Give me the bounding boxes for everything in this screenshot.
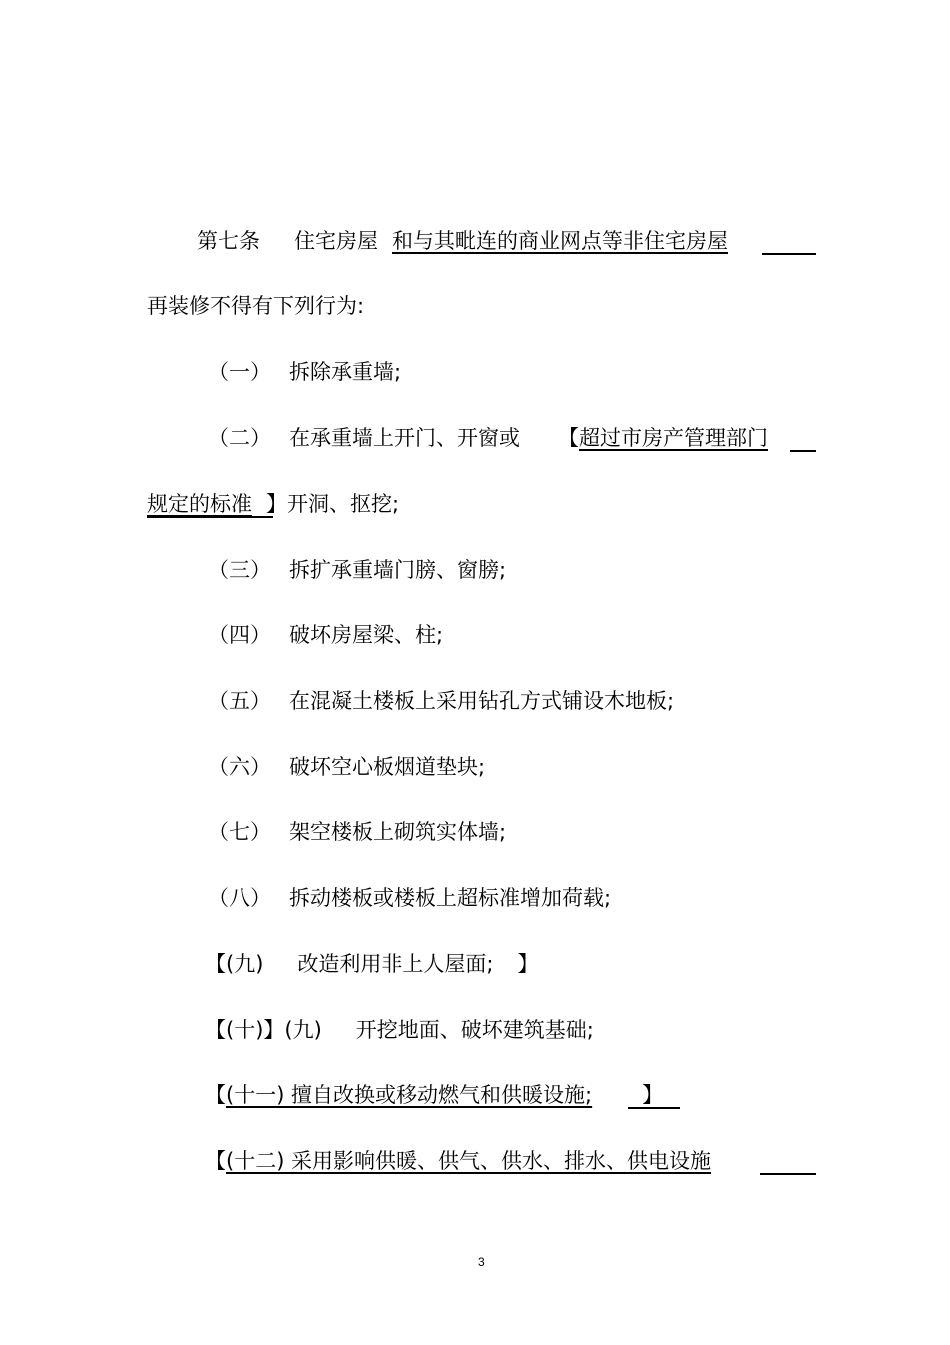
article-label: 第七条 — [197, 229, 260, 253]
item-text: 开挖地面、破坏建筑基础; — [355, 1018, 594, 1042]
list-item — [205, 1015, 594, 1045]
list-item — [208, 686, 674, 716]
item-number: （七） — [208, 820, 271, 844]
article-subject: 住宅房屋 — [294, 229, 378, 253]
underline-extension — [147, 516, 273, 518]
list-item — [205, 1146, 711, 1176]
list-item — [208, 883, 611, 913]
item-text: 破坏空心板烟道垫块; — [289, 755, 486, 779]
list-item — [208, 357, 401, 387]
bracket-close: 】 — [517, 952, 539, 976]
list-item-continuation — [147, 489, 399, 519]
item-number: （二） — [208, 426, 271, 450]
item-inserted-text: (十二) 采用影响供暖、供气、供水、排水、供电设施 — [226, 1149, 712, 1173]
bracket-open: 【 — [558, 426, 579, 450]
item-text: 拆扩承重墙门膀、窗膀; — [289, 558, 507, 582]
item-text: 在混凝土楼板上采用钻孔方式铺设木地板; — [289, 689, 675, 713]
underline-extension — [790, 450, 816, 452]
item-text: 拆动楼板或楼板上超标准增加荷载; — [289, 886, 612, 910]
item-text: 在承重墙上开门、开窗或 — [289, 426, 520, 450]
item-number: （八） — [208, 886, 271, 910]
list-item — [208, 555, 506, 585]
item-inserted-text: (十一) 擅自改换或移动燃气和供暖设施; — [226, 1083, 593, 1107]
item-text: 改造利用非上人屋面; — [297, 952, 494, 976]
item-number: （三） — [208, 558, 271, 582]
item-inserted-text: 超过市房产管理部门 — [579, 426, 768, 450]
item-number: （四） — [208, 623, 271, 647]
list-item — [208, 423, 768, 453]
item-text: 拆除承重墙; — [289, 360, 402, 384]
bracket-close: 】 — [266, 492, 287, 516]
list-item — [208, 620, 443, 650]
list-item — [208, 817, 506, 847]
article-continuation: 再装修不得有下列行为: — [147, 294, 365, 318]
underline-extension — [762, 253, 816, 255]
bracket-open: 【 — [205, 1083, 226, 1107]
item-text: 破坏房屋梁、柱; — [289, 623, 444, 647]
item-text: 架空楼板上砌筑实体墙; — [289, 820, 507, 844]
item-text: 开洞、抠挖; — [287, 492, 400, 516]
page-number: 3 — [478, 1255, 485, 1269]
underline-extension — [760, 1173, 816, 1175]
underline-extension — [628, 1107, 680, 1109]
item-number: （六） — [208, 755, 271, 779]
item-inserted-text: 规定的标准 — [147, 492, 252, 516]
item-number: （五） — [208, 689, 271, 713]
article-inserted-text: 和与其毗连的商业网点等非住宅房屋 — [392, 229, 728, 253]
item-number: （一） — [208, 360, 271, 384]
bracket-close: 】 — [642, 1083, 664, 1107]
item-old-number: 【(十)】 — [205, 1018, 285, 1042]
bracket-open: 【 — [205, 952, 226, 976]
article-heading — [197, 226, 728, 256]
bracket-open: 【 — [205, 1149, 226, 1173]
list-item — [205, 949, 538, 979]
item-number: (九) — [226, 952, 264, 976]
item-number: (九) — [284, 1018, 322, 1042]
list-item — [205, 1080, 663, 1110]
list-item — [208, 752, 485, 782]
